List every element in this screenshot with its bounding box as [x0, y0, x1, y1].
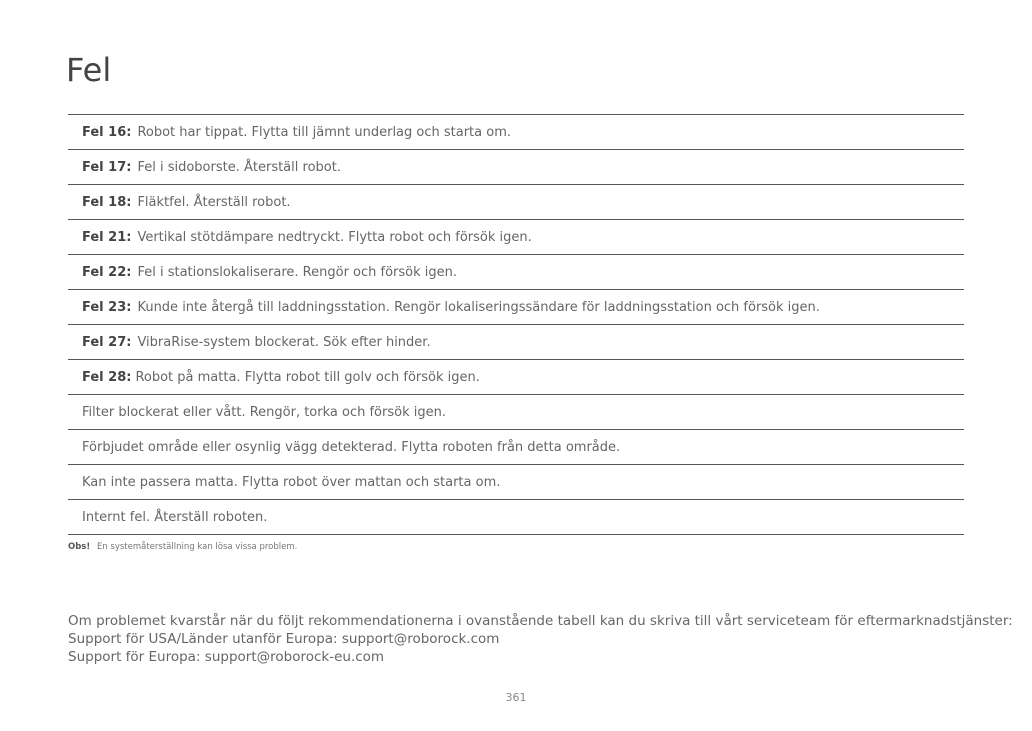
error-message: Kan inte passera matta. Flytta robot över mattan och starta om. — [82, 474, 501, 490]
note — [68, 542, 297, 552]
error-message: Filter blockerat eller vått. Rengör, torka och försök igen. — [82, 404, 446, 420]
page-number: 361 — [505, 691, 527, 704]
support-intro: Om problemet kvarstår när du följt rekommendationerna i ovanstående tabell kan du skriva till vårt serviceteam för eftermarknadstjänster: — [68, 613, 1013, 629]
note-text: En systemåterställning kan lösa vissa problem. — [96, 542, 298, 552]
support-usa: Support för USA/Länder utanför Europa: support@roborock.com — [68, 631, 500, 647]
table-row — [68, 500, 964, 535]
table-row — [68, 115, 964, 150]
table-row — [68, 325, 964, 360]
table-row — [68, 255, 964, 290]
error-code: Fel 27: — [82, 334, 132, 350]
table-row — [68, 465, 964, 500]
error-description: Fläktfel. Återställ robot. — [137, 194, 291, 210]
table-row — [68, 290, 964, 325]
error-description: Vertikal stötdämpare nedtryckt. Flytta robot och försök igen. — [137, 229, 532, 245]
table-row — [68, 150, 964, 185]
table-row — [68, 360, 964, 395]
table-row — [68, 395, 964, 430]
error-table — [68, 114, 964, 535]
error-description: Fel i sidoborste. Återställ robot. — [137, 159, 341, 175]
error-description: Robot på matta. Flytta robot till golv och försök igen. — [135, 369, 480, 385]
error-code: Fel 21: — [82, 229, 132, 245]
support-europe: Support för Europa: support@roborock-eu.com — [68, 649, 385, 665]
error-description: VibraRise-system blockerat. Sök efter hinder. — [137, 334, 431, 350]
error-message: Internt fel. Återställ roboten. — [82, 509, 268, 525]
error-code: Fel 23: — [82, 299, 132, 315]
table-row — [68, 220, 964, 255]
table-row — [68, 430, 964, 465]
error-description: Robot har tippat. Flytta till jämnt underlag och starta om. — [137, 124, 511, 140]
error-description: Kunde inte återgå till laddningsstation. Rengör lokaliseringssändare för laddningsstation och försök igen. — [137, 299, 820, 315]
page-title: Fel — [66, 51, 112, 89]
error-code: Fel 16: — [82, 124, 132, 140]
error-code: Fel 22: — [82, 264, 132, 280]
error-message: Förbjudet område eller osynlig vägg detekterad. Flytta roboten från detta område. — [82, 439, 621, 455]
table-row — [68, 185, 964, 220]
error-code: Fel 18: — [82, 194, 132, 210]
note-label: Obs! — [68, 542, 91, 552]
error-code: Fel 17: — [82, 159, 132, 175]
support-info — [68, 612, 1013, 666]
error-code: Fel 28: — [82, 369, 132, 385]
error-description: Fel i stationslokaliserare. Rengör och försök igen. — [137, 264, 458, 280]
